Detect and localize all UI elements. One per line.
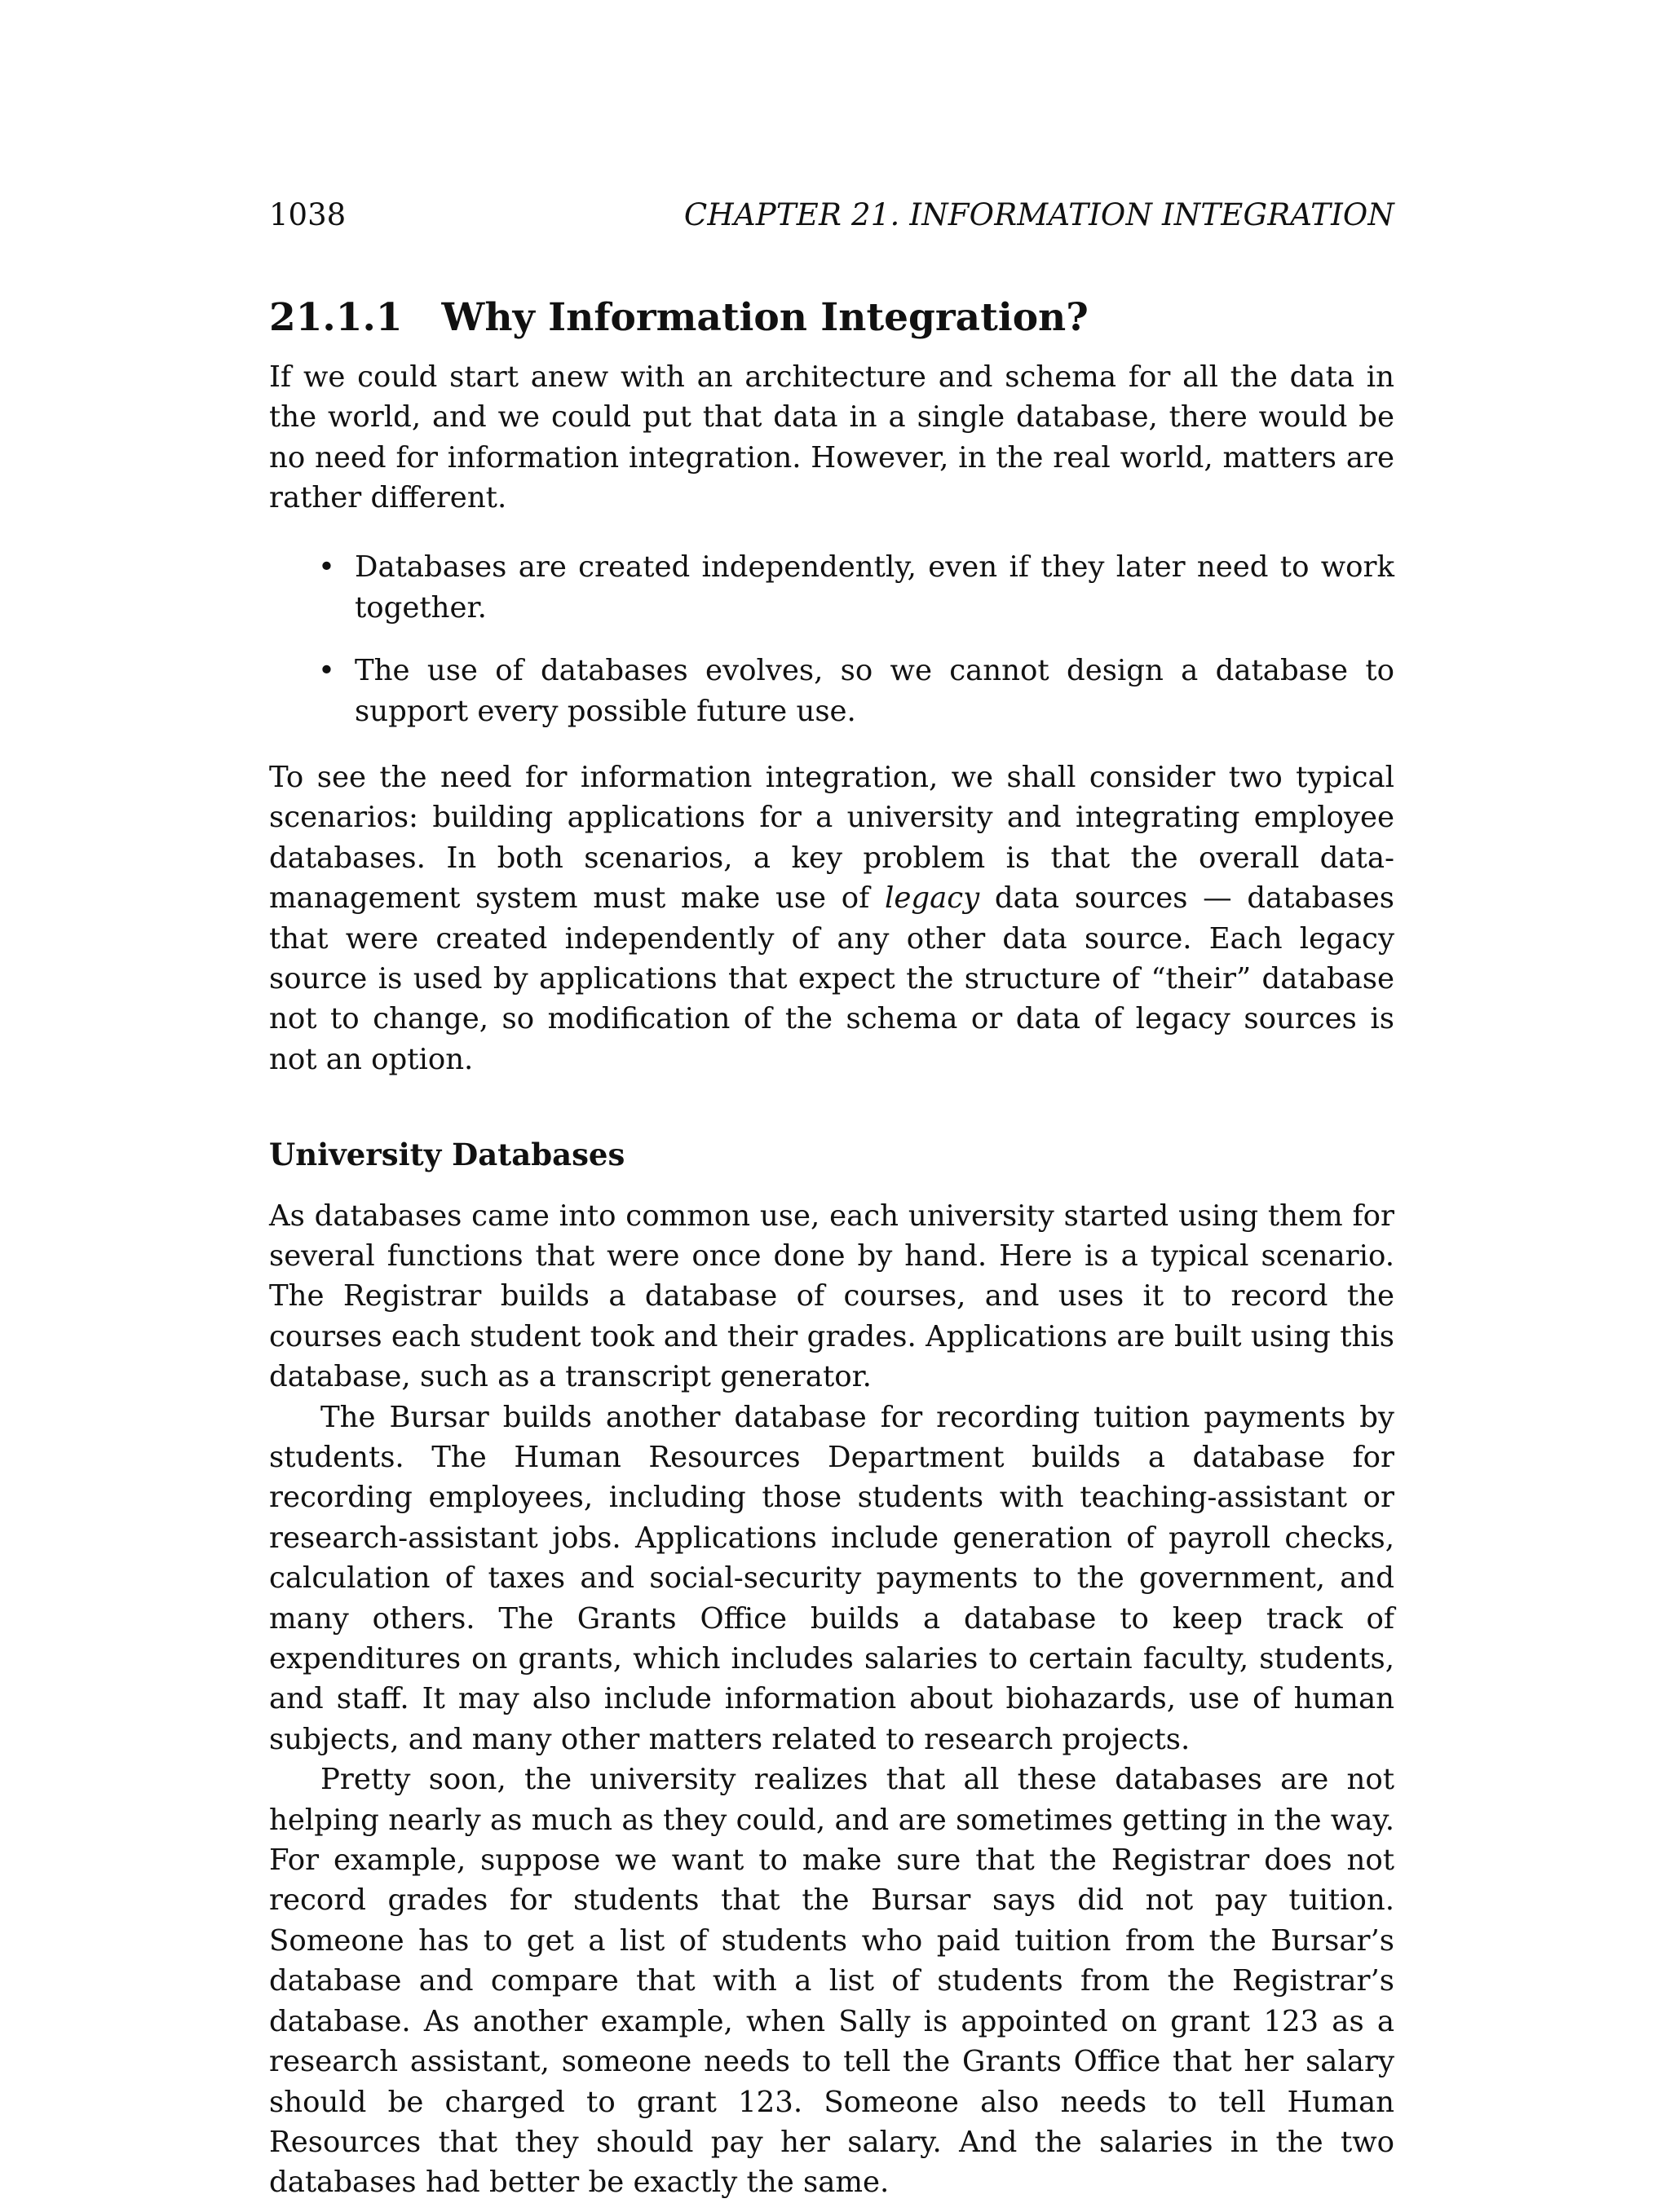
document-page (269, 197, 1394, 2203)
bullet-item (269, 547, 1394, 628)
bullet-text: Databases are created independently, even if they later need to work together. (355, 550, 1394, 625)
scenarios-text-end: data sources — databases that were created independently of any other data source. Each legacy source is used by applications that expect the structure of “their” database not to change, so modification of the schema or data of legacy sources is not an option. (269, 881, 1394, 1076)
bullet-item (269, 651, 1394, 731)
bullet-list (269, 547, 1394, 731)
scenarios-paragraph (269, 757, 1394, 1080)
scenarios-text-start: To see the need for information integration, we shall consider two typical scenarios: building applications for a university and integrating employee databases. In both scenarios, a key problem is that the overall data-management system must make use of (269, 760, 1394, 916)
subsection-heading: University Databases (269, 1137, 625, 1173)
intro-paragraph: If we could start anew with an architecture and schema for all the data in the world, and we could put that data in a single database, there would be no need for information integration. However, in the real world, matters are rather different. (269, 360, 1394, 514)
bullet-icon: • (318, 550, 335, 585)
bullet-icon: • (318, 654, 335, 688)
university-paragraph-3: Pretty soon, the university realizes that all these databases are not helping nearly as much as they could, and are sometimes getting in the way. For example, suppose we want to make sure that the Registrar does not record grades for students that the Bursar says did not pay tuition. Someone has to get a list of students who paid tuition from the Bursar’s database and compare that with a list of students from the Registrar’s database. As another example, when Sally is appointed on grant 123 as a research assistant, someone needs to tell the Grants Office that her salary should be charged to grant 123. Someone also needs to tell Human Resources that they should pay her salary. And the salaries in the two databases had better be exactly the same. (269, 1763, 1394, 2200)
university-paragraph-2: The Bursar builds another database for recording tuition payments by students. The Human Resources Department builds a database for recording employees, including those students with teaching-assistant or research-assistant jobs. Applications include generation of payroll checks, calculation of taxes and social-security payments to the government, and many others. The Grants Office builds a database to keep track of expenditures on grants, which includes salaries to certain faculty, students, and staff. It may also include information about biohazards, use of human subjects, and many other matters related to research projects. (269, 1400, 1394, 1756)
section-heading (269, 297, 1394, 339)
page-number: 1038 (269, 197, 347, 232)
university-paragraph-1: As databases came into common use, each university started using them for several functions that were once done by hand. Here is a typical scenario. The Registrar builds a database of courses, and uses it to record the courses each student took and their grades. Applications are built using this database, such as a transcript generator. (269, 1199, 1394, 1394)
section-number: 21.1.1 (269, 295, 403, 340)
running-header (269, 197, 1394, 232)
legacy-term: legacy (884, 881, 980, 916)
section-title: Why Information Integration? (441, 295, 1089, 340)
chapter-title: CHAPTER 21. INFORMATION INTEGRATION (683, 197, 1394, 232)
bullet-text: The use of databases evolves, so we cannot design a database to support every possible future use. (355, 654, 1394, 728)
